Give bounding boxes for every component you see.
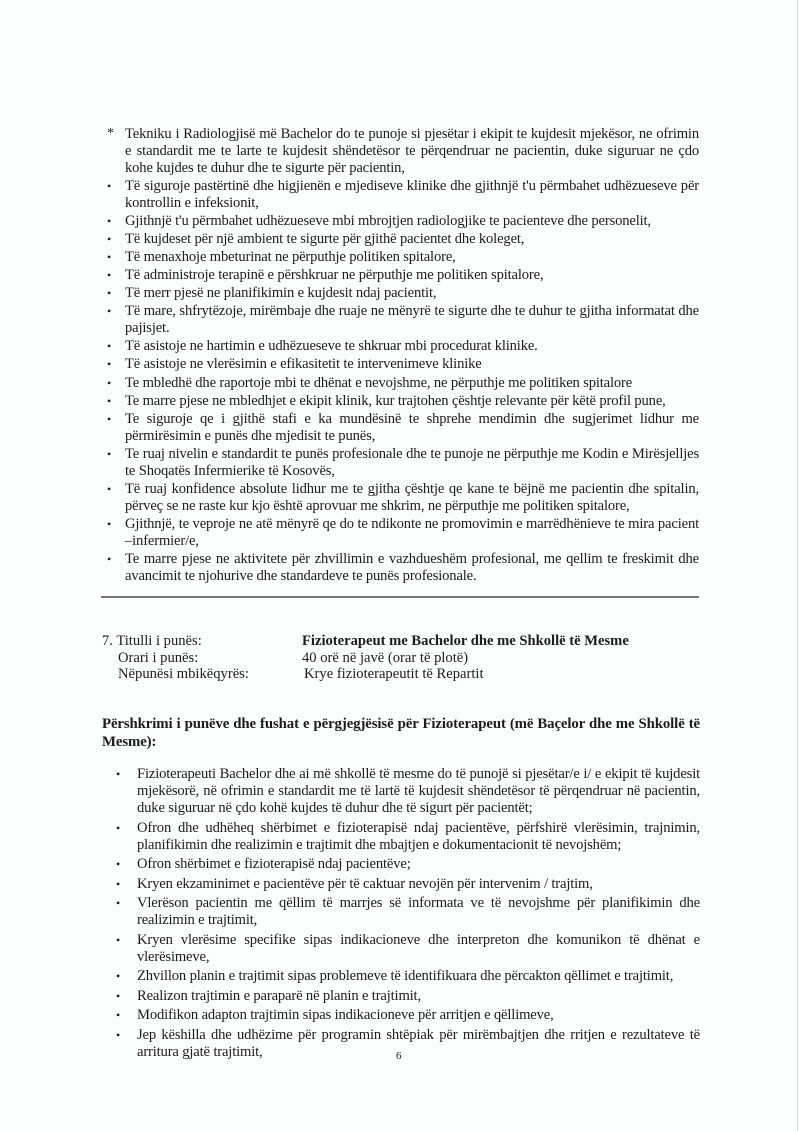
list-item [107,338,699,355]
bullet-icon: • [107,178,112,193]
list-item-text: Të siguroje pastërtinë dhe higjienën e mjediseve klinike dhe gjithnjë t'u përmbahet udhëzueseve për kontrollin e infeksionit, [125,177,699,211]
radiology-duties-list [107,126,699,586]
list-item-text: Gjithnjë, te veproje ne atë mënyrë qe do te ndikonte ne promovimin e marrëdhënieve te mira pacient –infermier/e, [125,515,699,549]
list-item-text: Të asistoje ne vlerësimin e efikasitetit te intervenimeve klinike [125,356,482,373]
list-item [107,550,699,585]
list-item [107,285,699,302]
page-edge [797,0,798,1131]
list-item-text: Te marre pjese ne aktivitete për zhvillimin e vazhdueshëm profesional, me qellim te freskimit dhe avancimit te njohurive dhe standardeve te punës profesionale. [125,550,699,584]
list-item [116,987,700,1005]
list-item-text: Vlerëson pacientin me qëllim të marrjes së informata ve të nevojshme për planifikimin dhe realizimin e trajtimit, [137,895,700,929]
duties-heading: Përshkrimi i punëve dhe fushat e përgjegjësisë për Fizioterapeut (më Baçelor dhe me Shkollë të Mesme): [102,716,700,750]
list-item-text: Tekniku i Radiologjisë më Bachelor do te punoje si pjesëtar i ekipit te kujdesit mjekësor, ne ofrimin e standardit me te larte te kujdesit shëndetësor te përqendruar ne pacientin, duke siguruar ne çdo kohe kujdes te duhur dhe te sigurte për pacientin, [125,126,699,176]
list-item-text: Të menaxhoje mbeturinat ne përputhje politiken spitalore, [125,249,456,266]
job-supervisor-value: Krye fizioterapeutit të Repartit [304,666,484,682]
job-hours-label: Orari i punës: [118,649,199,666]
bullet-icon: • [107,304,112,319]
list-item-text: Të merr pjesë ne planifikimin e kujdesit ndaj pacientit, [125,285,437,302]
job-title-value: Fizioterapeut me Bachelor dhe me Shkollë të Mesme [302,633,629,649]
list-item [107,267,699,284]
job-supervisor-label: Nëpunësi mbikëqyrës: [118,666,249,682]
section-divider [101,596,699,598]
bullet-icon: • [107,411,112,426]
job-hours-value: 40 orë në javë (orar të plotë) [302,649,469,666]
list-item-text: Zhvillon planin e trajtimit sipas problemeve të identifikuara dhe përcakton qëllimet e trajtimit, [137,968,674,985]
bullet-icon: • [116,820,121,835]
bullet-icon: • [116,969,121,984]
bullet-icon: • [116,1027,121,1042]
list-item [107,392,699,410]
bullet-icon: • [107,286,112,301]
list-item-text: Të ruaj konfidence absolute lidhur me te gjitha çështje qe kane te bëjnë me pacientin dhe spitalin, përveç se ne raste kur kjo është aprovuar me shkrim, ne përputhje me politiken spitalore, [125,480,699,514]
bullet-icon: • [107,446,112,461]
list-item [107,356,699,373]
list-item [107,480,699,515]
bullet-icon: • [116,896,121,911]
bullet-icon: • [107,551,112,566]
list-item [116,968,700,985]
bullet-icon: • [107,339,112,354]
bullet-icon: • [107,232,112,246]
bullet-icon: • [116,767,121,781]
list-item [116,856,700,873]
list-item [107,303,699,337]
job-title-label-text: Titulli i punës: [116,633,202,649]
job-title-row [102,633,629,650]
bullet-icon: • [116,1008,121,1023]
list-item-text: Jep këshilla dhe udhëzime për programin shtëpiak për mirëmbajtjen dhe rritjen e rezultateve të arritura gjatë trajtimit, [137,1026,700,1060]
list-item [116,875,700,893]
list-item-text: Te marre pjese ne mbledhjet e ekipit klinik, kur trajtohen çështje relevante për këtë profil pune, [125,392,666,409]
job-hours-row [102,650,629,667]
bullet-icon: • [107,250,112,265]
list-item-text: Kryen vlerësime specifike sipas indikacioneve dhe interpreton dhe komunikon të dhënat e vlerësimeve, [137,931,700,965]
list-item-text: Fizioterapeuti Bachelor dhe ai më shkollë të mesme do të punojë si pjesëtar/e i/ e ekipit të kujdesit mjekësorë, në ofrimin e standardit me të lartë të kujdesit shëndetësor të përqendruar në pacientin, duke siguruar në çdo kohë kujdes të duhur dhe të sigurt për pacientët; [137,766,700,817]
list-item-text: Realizon trajtimin e paraparë në planin e trajtimit, [137,987,421,1004]
list-item [116,931,700,966]
list-item [116,766,700,818]
job-title-label [102,633,302,650]
list-item [107,212,699,230]
list-item-text: Kryen ekzaminimet e pacientëve për të caktuar nevojën për intervenim / trajtim, [137,875,593,892]
list-item-text: Ofron shërbimet e fizioterapisë ndaj pacientëve; [137,856,411,873]
list-item-text: Ofron dhe udhëheq shërbimet e fizioterapisë ndaj pacientëve, përfshirë vlerësimin, trajnimin, planifikimin dhe realizimin e trajtimit dhe mbajtjen e dokumentacionit të nevojshëm; [137,819,700,853]
list-item [116,895,700,929]
list-item [107,231,699,248]
list-item [116,1026,700,1061]
bullet-icon: • [107,357,112,372]
bullet-icon: • [107,516,112,531]
job-number: 7. [102,633,113,649]
bullet-icon: • [116,988,121,1003]
list-item-text: Te siguroje qe i gjithë stafi e ka mundësinë te shprehe mendimin dhe sugjerimet lidhur me përmirësimin e punës dhe mjedisit te punës, [125,410,699,444]
list-item [107,177,699,212]
list-item-text: Të asistoje ne hartimin e udhëzueseve te shkruar mbi procedurat klinike. [125,338,538,355]
bullet-icon: • [107,213,112,228]
list-item-text: Modifikon adapton trajtimin sipas indikacioneve për arritjen e qëllimeve, [137,1007,554,1024]
bullet-icon: • [116,876,121,891]
list-item-text: Te mbledhë dhe raportoje mbi te dhënat e nevojshme, ne përputhje me politiken spitalore [125,374,633,391]
job-info [102,633,629,683]
page-number: 6 [396,1050,402,1062]
bullet-icon: • [116,857,121,872]
asterisk-icon: * [107,126,114,141]
list-item [107,249,699,266]
list-item-text: Të mare, shfrytëzoje, mirëmbaje dhe ruaje ne mënyrë te sigurte dhe te duhur te gjitha informatat dhe pajisjet. [125,303,699,337]
bullet-icon: • [107,481,112,496]
list-item-text: Te ruaj nivelin e standardit te punës profesionale dhe te punoje ne përputhje me Kodin e Mirësjelljes te Shoqatës Infermierike të Kosovës, [125,445,699,479]
physio-duties-list [116,766,700,1063]
list-item [116,1007,700,1024]
bullet-icon: • [107,268,112,283]
bullet-icon: • [116,932,121,947]
list-item [116,819,700,854]
list-item-text: Gjithnjë t'u përmbahet udhëzueseve mbi mbrojtjen radiologjike te pacienteve dhe personelit, [125,212,651,229]
list-item-text: Të administroje terapinë e përshkruar ne përputhje me politiken spitalore, [125,267,544,284]
bullet-icon: • [107,393,112,408]
list-item [107,515,699,550]
job-supervisor-row [102,666,629,683]
list-item [107,410,699,445]
bullet-icon: • [107,375,112,390]
list-item [107,374,699,392]
list-item [107,445,699,480]
list-item-text: Të kujdeset për një ambient te sigurte për gjithë pacientet dhe koleget, [125,231,525,247]
list-item [107,126,699,177]
